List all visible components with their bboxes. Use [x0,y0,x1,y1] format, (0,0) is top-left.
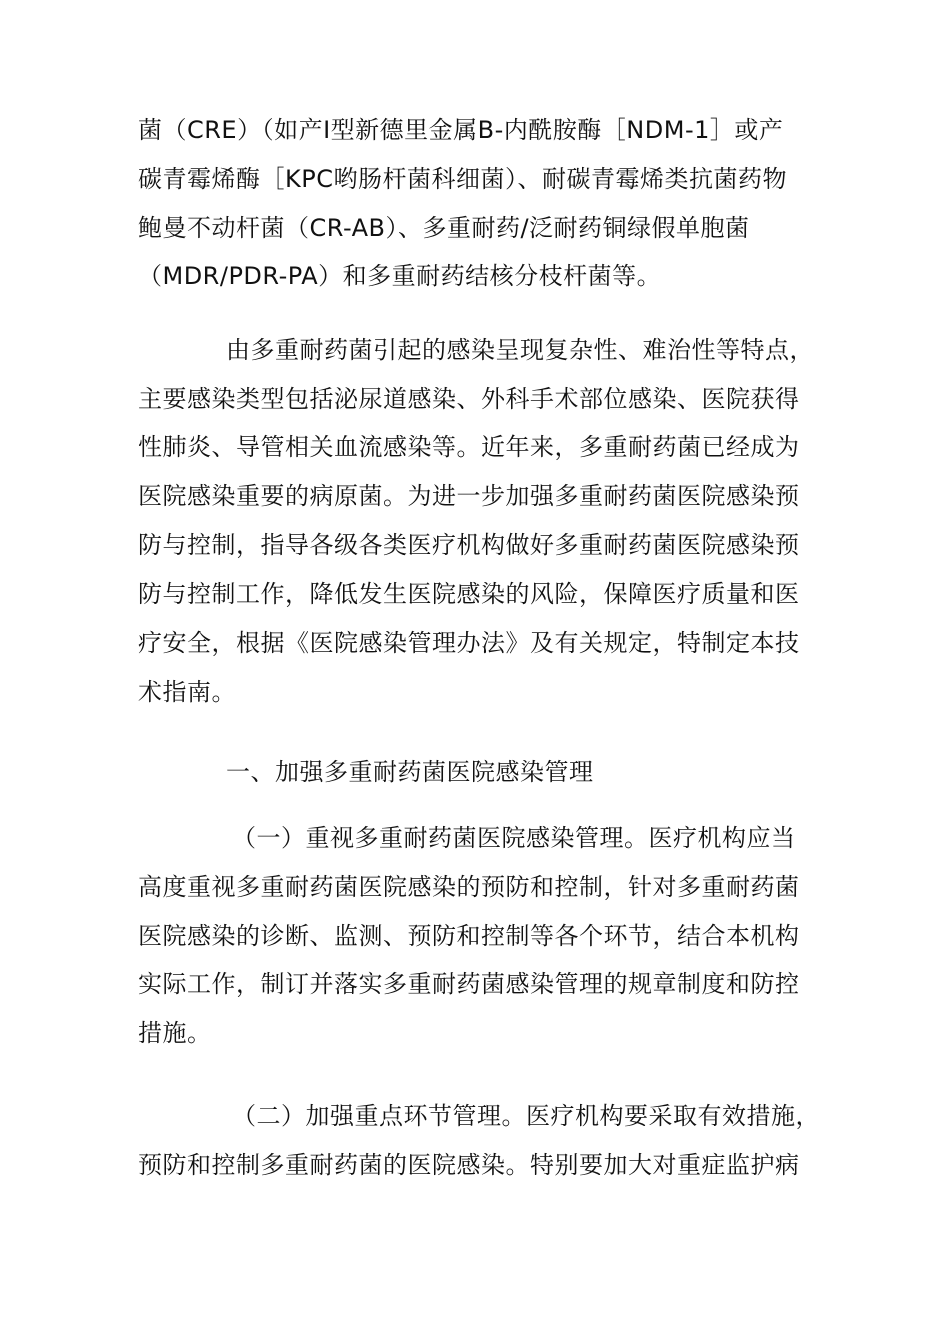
text-line: 菌（CRE）（如产Ⅰ型新德里金属B-内酰胺酶［NDM-1］或产 [138,116,784,144]
text-line: 主要感染类型包括泌尿道感染、外科手术部位感染、医院获得 [138,385,800,413]
text-line: 医院感染的诊断、监测、预防和控制等各个环节，结合本机构 [138,922,800,950]
text-line: （MDR/PDR-PA）和多重耐药结核分枝杆菌等。 [138,262,662,290]
text-line: 性肺炎、导管相关血流感染等。近年来，多重耐药菌已经成为 [138,433,800,461]
text-line: （二）加强重点环节管理。医疗机构要采取有效措施， [232,1102,820,1130]
text-line: 医院感染重要的病原菌。为进一步加强多重耐药菌医院感染预 [138,482,800,510]
text-line: （一）重视多重耐药菌医院感染管理。医疗机构应当 [232,824,796,852]
text-line: 措施。 [138,1019,212,1047]
text-line: 防与控制工作，降低发生医院感染的风险，保障医疗质量和医 [138,580,800,608]
text-line: 防与控制，指导各级各类医疗机构做好多重耐药菌医院感染预 [138,531,800,559]
text-line: 碳青霉烯酶［KPC哟肠杆菌科细菌）、耐碳青霉烯类抗菌药物 [138,165,787,193]
text-line: 由多重耐药菌引起的感染呈现复杂性、难治性等特点， [226,336,814,364]
text-line: 鲍曼不动杆菌（CR-AB）、多重耐药/泛耐药铜绿假单胞菌 [138,214,750,242]
section-heading: 一、加强多重耐药菌医院感染管理 [226,758,594,786]
text-line: 疗安全，根据《医院感染管理办法》及有关规定，特制定本技 [138,629,800,657]
text-line: 高度重视多重耐药菌医院感染的预防和控制，针对多重耐药菌 [138,873,800,901]
text-line: 实际工作，制订并落实多重耐药菌感染管理的规章制度和防控 [138,970,800,998]
text-line: 预防和控制多重耐药菌的医院感染。特别要加大对重症监护病 [138,1151,800,1179]
text-line: 术指南。 [138,678,236,706]
